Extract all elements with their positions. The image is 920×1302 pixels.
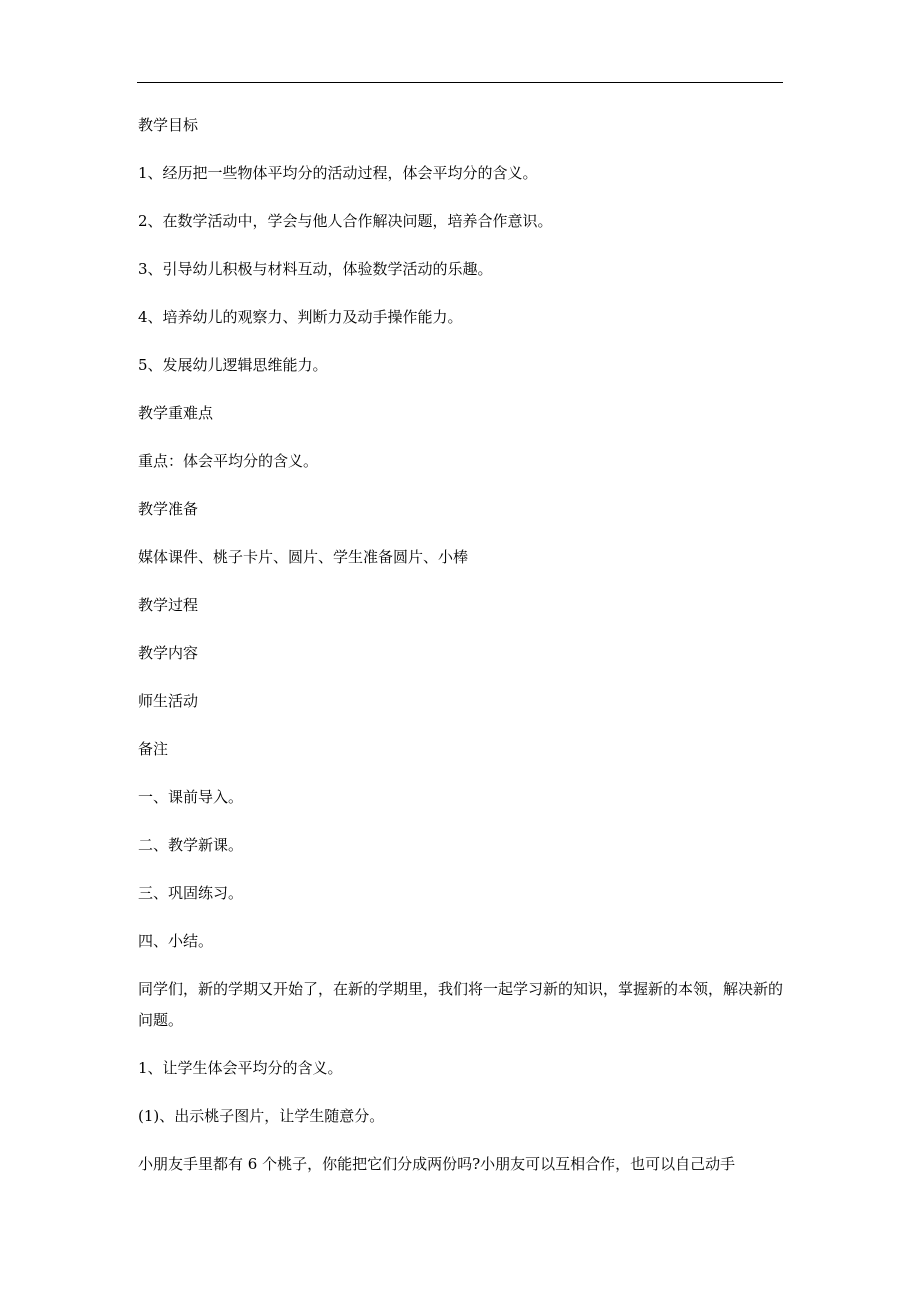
heading-teaching-goals: 教学目标 — [138, 116, 199, 134]
preparation-text: 媒体课件、桃子卡片、圆片、学生准备圆片、小棒 — [138, 548, 469, 566]
goal-item-5: 5、发展幼儿逻辑思维能力。 — [138, 356, 328, 374]
heading-activities: 师生活动 — [138, 692, 199, 710]
step-summary: 四、小结。 — [138, 932, 214, 950]
heading-process: 教学过程 — [138, 596, 199, 614]
step-intro: 一、课前导入。 — [138, 788, 244, 806]
goal-item-2: 2、在数学活动中，学会与他人合作解决问题，培养合作意识。 — [138, 212, 553, 230]
activity-paragraph: 小朋友手里都有 6 个桃子，你能把它们分成两份吗?小朋友可以互相合作，也可以自己动手 — [138, 1155, 736, 1173]
activity-item-1: 1、让学生体会平均分的含义。 — [138, 1059, 343, 1077]
step-new-lesson: 二、教学新课。 — [138, 836, 244, 854]
goal-item-3: 3、引导幼儿积极与材料互动，体验数学活动的乐趣。 — [138, 260, 493, 278]
document-body — [138, 110, 786, 1180]
goal-item-1: 1、经历把一些物体平均分的活动过程，体会平均分的含义。 — [138, 164, 538, 182]
activity-subitem-1: (1)、出示桃子图片，让学生随意分。 — [138, 1107, 385, 1125]
goal-item-4: 4、培养幼儿的观察力、判断力及动手操作能力。 — [138, 308, 463, 326]
key-point-text: 重点：体会平均分的含义。 — [138, 452, 319, 470]
intro-paragraph: 同学们，新的学期又开始了，在新的学期里，我们将一起学习新的知识，掌握新的本领，解决新的问题。 — [138, 980, 784, 1029]
heading-content: 教学内容 — [138, 644, 199, 662]
heading-key-difficulties: 教学重难点 — [138, 404, 214, 422]
header-rule — [137, 82, 783, 83]
step-practice: 三、巩固练习。 — [138, 884, 244, 902]
heading-notes: 备注 — [138, 740, 169, 758]
heading-preparation: 教学准备 — [138, 500, 199, 518]
